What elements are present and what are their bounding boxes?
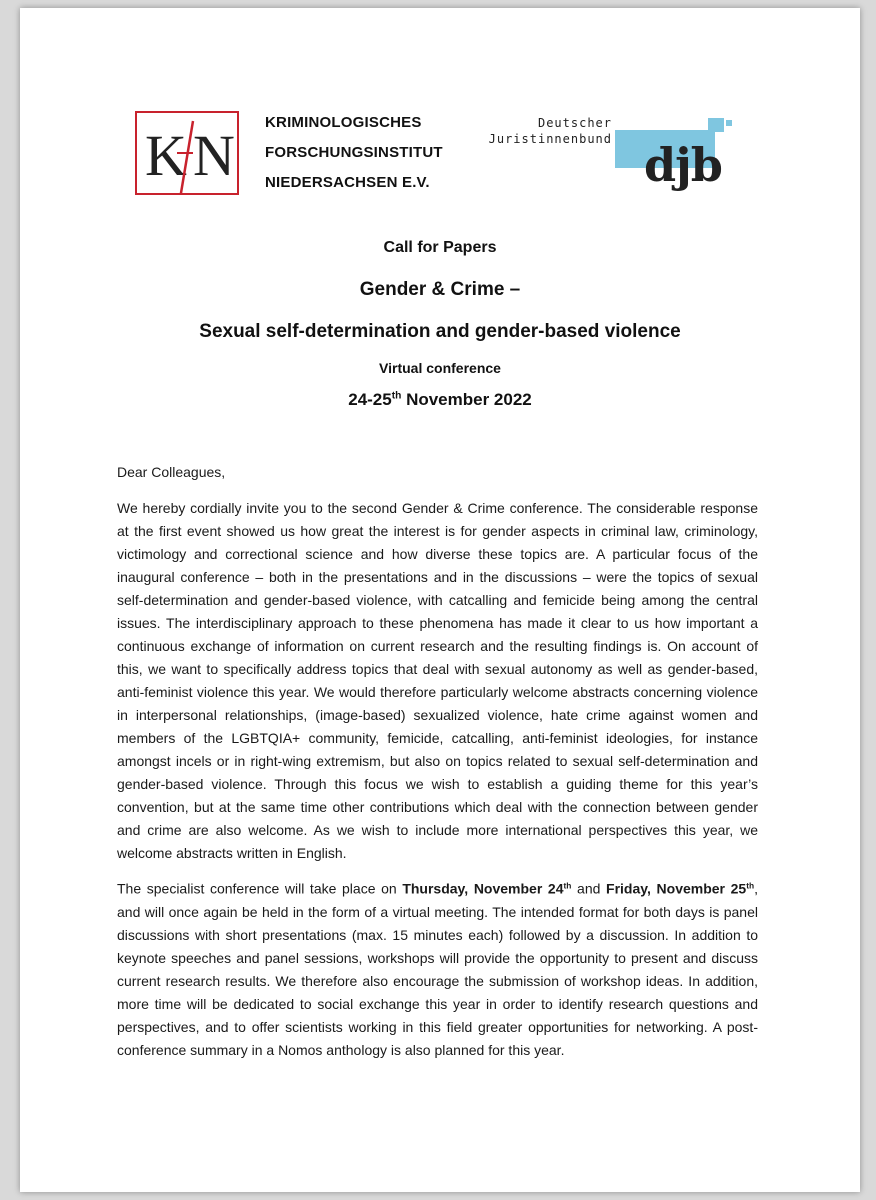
- call-for-papers-heading: Call for Papers: [383, 239, 497, 256]
- conference-dates: [20, 390, 860, 410]
- conference-subtitle: Sexual self-determination and gender-based violence: [199, 321, 681, 342]
- djb-wordmark: djb: [644, 138, 722, 192]
- svg-text:K: K: [145, 123, 187, 188]
- djb-logo: [480, 108, 760, 198]
- paragraph-invitation: We hereby cordially invite you to the second Gender & Crime conference. The considerable response at the first event showed us how great the interest is for gender aspects in criminal law, criminology, victimology and correctional science and how diverse these topics are. A particular focus of the inaugural conference – both in the presentations and in the discussions – were the topics of sexual self-determination and gender-based violence, with catcalling and femicide being among the central issues. The interdisciplinary approach to these phenomena has made it clear to us how important a continuous exchange of information on current research and the resulting findings is. On account of this, we want to specifically address topics that deal with sexual autonomy as well as gender-based, anti-feminist violence this year. We would therefore particularly welcome abstracts concerning violence in interpersonal relationships, (image-based) sexualized violence, hate crime against women and members of the LGBTQIA+ community, femicide, catcalling, anti-feminist ideologies, for instance amongst incels or in right-wing extremism, but also on topics related to sexual self-determination and gender-based violence. Through this focus we wish to establish a guiding theme for this year’s convention, but at the same time other contributions which deal with the connection between gender and crime are also welcome. As we wish to include more international perspectives this year, we welcome abstracts written in English.: [117, 500, 758, 861]
- djb-text-line-2: Juristinnenbund: [488, 132, 612, 146]
- kfn-name-line-1: KRIMINOLOGISCHES: [265, 114, 422, 131]
- letter-body: [117, 461, 758, 1062]
- date-superscript: th: [391, 390, 402, 402]
- date-range: 24-25: [348, 390, 392, 409]
- kfn-name-line-2: FORSCHUNGSINSTITUT: [265, 144, 443, 161]
- conference-title: Gender & Crime –: [359, 279, 521, 300]
- kfn-institute-name: [265, 108, 443, 198]
- schedule-intro: The specialist conference will take place on: [117, 880, 403, 897]
- djb-text-line-1: Deutscher: [537, 116, 612, 130]
- kfn-logo: [135, 111, 239, 195]
- schedule-details: , and will once again be held in the form of a virtual meeting. The intended format for both days is panel discussions with short presentations (max. 15 minutes each) followed by a discussion. In addition to keynote speeches and panel sessions, workshops will provide the opportunity to present and discuss current research results. We therefore also encourage the submission of workshop ideas. In addition, more time will be dedicated to social exchange this year in order to identify research questions and perspectives, and to offer scientists working in this field greater opportunities for networking. A post-conference summary in a Nomos anthology is also planned for this year.: [117, 880, 758, 1058]
- svg-text:N: N: [193, 123, 235, 188]
- schedule-day-1-sup: th: [563, 880, 572, 890]
- schedule-day-1: Thursday, November 24: [402, 880, 564, 897]
- date-month-year: November 2022: [401, 390, 532, 409]
- schedule-day-2: Friday, November 25: [606, 880, 747, 897]
- schedule-day-2-sup: th: [746, 880, 755, 890]
- document-page: [20, 8, 860, 1192]
- greeting: Dear Colleagues,: [117, 464, 226, 480]
- schedule-and: and: [571, 880, 607, 897]
- paragraph-schedule: [117, 874, 758, 1062]
- kfn-name-line-3: NIEDERSACHSEN E.V.: [265, 174, 430, 191]
- conference-format: Virtual conference: [379, 360, 501, 376]
